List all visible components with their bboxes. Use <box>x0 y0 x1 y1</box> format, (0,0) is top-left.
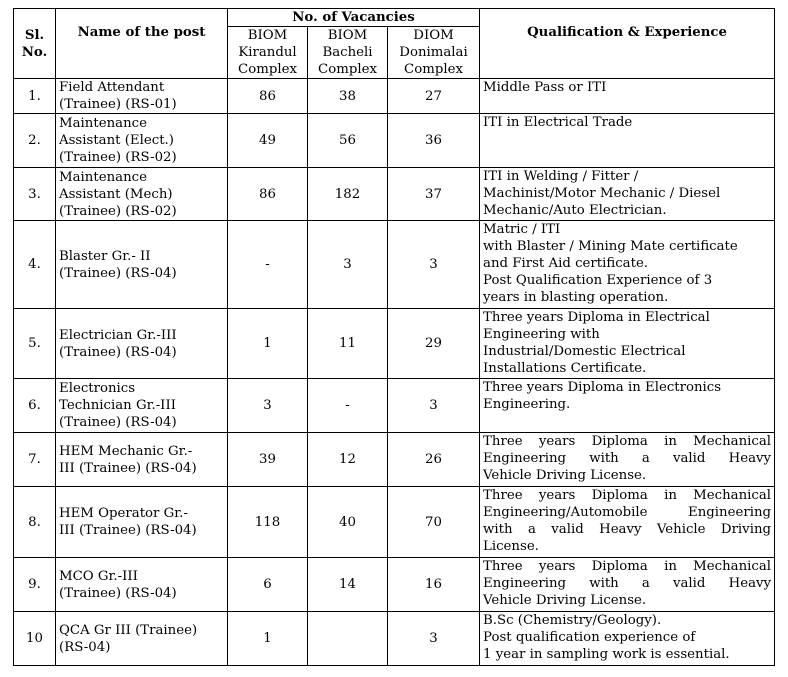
row-vacancy-bacheli: 40 <box>308 487 388 558</box>
row-post-name: HEM Operator Gr.- III (Trainee) (RS-04) <box>56 487 228 558</box>
row-vacancy-bacheli: - <box>308 379 388 433</box>
row-qualification: Three years Diploma in Mechanical Engineering/Automobile Engineering with a valid Heavy Vehicle Driving License. <box>480 487 775 558</box>
row-sl-no: 3. <box>14 168 56 221</box>
table-row <box>14 612 775 666</box>
row-sl-no: 6. <box>14 379 56 433</box>
table-row <box>14 487 775 558</box>
row-vacancy-donimalai: 3 <box>388 379 480 433</box>
vacancy-table <box>13 8 775 666</box>
row-sl-no: 9. <box>14 558 56 612</box>
row-vacancy-donimalai: 36 <box>388 114 480 168</box>
row-vacancy-kirandul: 3 <box>228 379 308 433</box>
row-vacancy-kirandul: 6 <box>228 558 308 612</box>
table-row <box>14 114 775 168</box>
row-post-name: Maintenance Assistant (Elect.) (Trainee) (RS-02) <box>56 114 228 168</box>
row-vacancy-kirandul: - <box>228 221 308 309</box>
table-row <box>14 221 775 309</box>
table-row <box>14 79 775 114</box>
row-sl-no: 8. <box>14 487 56 558</box>
row-vacancy-kirandul: 118 <box>228 487 308 558</box>
row-post-name: Field Attendant (Trainee) (RS-01) <box>56 79 228 114</box>
qualification-header: Qualification & Experience <box>480 9 775 79</box>
row-qualification: Middle Pass or ITI <box>480 79 775 114</box>
row-sl-no: 1. <box>14 79 56 114</box>
row-qualification: Three years Diploma in Mechanical Engineering with a valid Heavy Vehicle Driving License. <box>480 433 775 487</box>
table-row <box>14 379 775 433</box>
row-vacancy-kirandul: 86 <box>228 168 308 221</box>
row-vacancy-bacheli: 38 <box>308 79 388 114</box>
row-qualification: B.Sc (Chemistry/Geology). Post qualification experience of 1 year in sampling work is essential. <box>480 612 775 666</box>
row-sl-no: 4. <box>14 221 56 309</box>
vacancies-header: No. of Vacancies <box>228 9 480 27</box>
row-vacancy-donimalai: 29 <box>388 309 480 379</box>
complex-header-kirandul: BIOM Kirandul Complex <box>228 27 308 79</box>
row-qualification: Three years Diploma in Mechanical Engineering with a valid Heavy Vehicle Driving License. <box>480 558 775 612</box>
table-row <box>14 558 775 612</box>
row-qualification: Three years Diploma in Electrical Engineering with Industrial/Domestic Electrical Installations Certificate. <box>480 309 775 379</box>
row-vacancy-donimalai: 16 <box>388 558 480 612</box>
row-sl-no: 7. <box>14 433 56 487</box>
row-vacancy-bacheli <box>308 612 388 666</box>
row-vacancy-bacheli: 11 <box>308 309 388 379</box>
row-vacancy-kirandul: 1 <box>228 309 308 379</box>
row-post-name: QCA Gr III (Trainee) (RS-04) <box>56 612 228 666</box>
row-post-name: MCO Gr.-III (Trainee) (RS-04) <box>56 558 228 612</box>
row-qualification: ITI in Welding / Fitter / Machinist/Motor Mechanic / Diesel Mechanic/Auto Electrician. <box>480 168 775 221</box>
row-vacancy-bacheli: 3 <box>308 221 388 309</box>
sl-no-header: Sl. No. <box>14 9 56 79</box>
table-row <box>14 309 775 379</box>
complex-header-donimalai: DIOM Donimalai Complex <box>388 27 480 79</box>
row-vacancy-donimalai: 3 <box>388 221 480 309</box>
row-post-name: HEM Mechanic Gr.- III (Trainee) (RS-04) <box>56 433 228 487</box>
row-vacancy-donimalai: 26 <box>388 433 480 487</box>
row-vacancy-bacheli: 182 <box>308 168 388 221</box>
row-vacancy-bacheli: 14 <box>308 558 388 612</box>
row-vacancy-donimalai: 3 <box>388 612 480 666</box>
row-post-name: Electrician Gr.-III (Trainee) (RS-04) <box>56 309 228 379</box>
row-vacancy-bacheli: 56 <box>308 114 388 168</box>
table-row <box>14 168 775 221</box>
row-qualification: Matric / ITI with Blaster / Mining Mate certificate and First Aid certificate. Post Qualification Experience of 3 years in blasting operation. <box>480 221 775 309</box>
row-vacancy-kirandul: 1 <box>228 612 308 666</box>
row-vacancy-donimalai: 27 <box>388 79 480 114</box>
row-vacancy-donimalai: 37 <box>388 168 480 221</box>
row-qualification: Three years Diploma in Electronics Engineering. <box>480 379 775 433</box>
row-sl-no: 5. <box>14 309 56 379</box>
row-post-name: Maintenance Assistant (Mech) (Trainee) (RS-02) <box>56 168 228 221</box>
row-post-name: Blaster Gr.- II (Trainee) (RS-04) <box>56 221 228 309</box>
table-row <box>14 433 775 487</box>
row-vacancy-donimalai: 70 <box>388 487 480 558</box>
row-sl-no: 2. <box>14 114 56 168</box>
row-qualification: ITI in Electrical Trade <box>480 114 775 168</box>
post-name-header: Name of the post <box>56 9 228 79</box>
row-vacancy-kirandul: 86 <box>228 79 308 114</box>
row-vacancy-kirandul: 49 <box>228 114 308 168</box>
row-vacancy-kirandul: 39 <box>228 433 308 487</box>
complex-header-bacheli: BIOM Bacheli Complex <box>308 27 388 79</box>
row-vacancy-bacheli: 12 <box>308 433 388 487</box>
row-post-name: Electronics Technician Gr.-III (Trainee) (RS-04) <box>56 379 228 433</box>
row-sl-no: 10 <box>14 612 56 666</box>
